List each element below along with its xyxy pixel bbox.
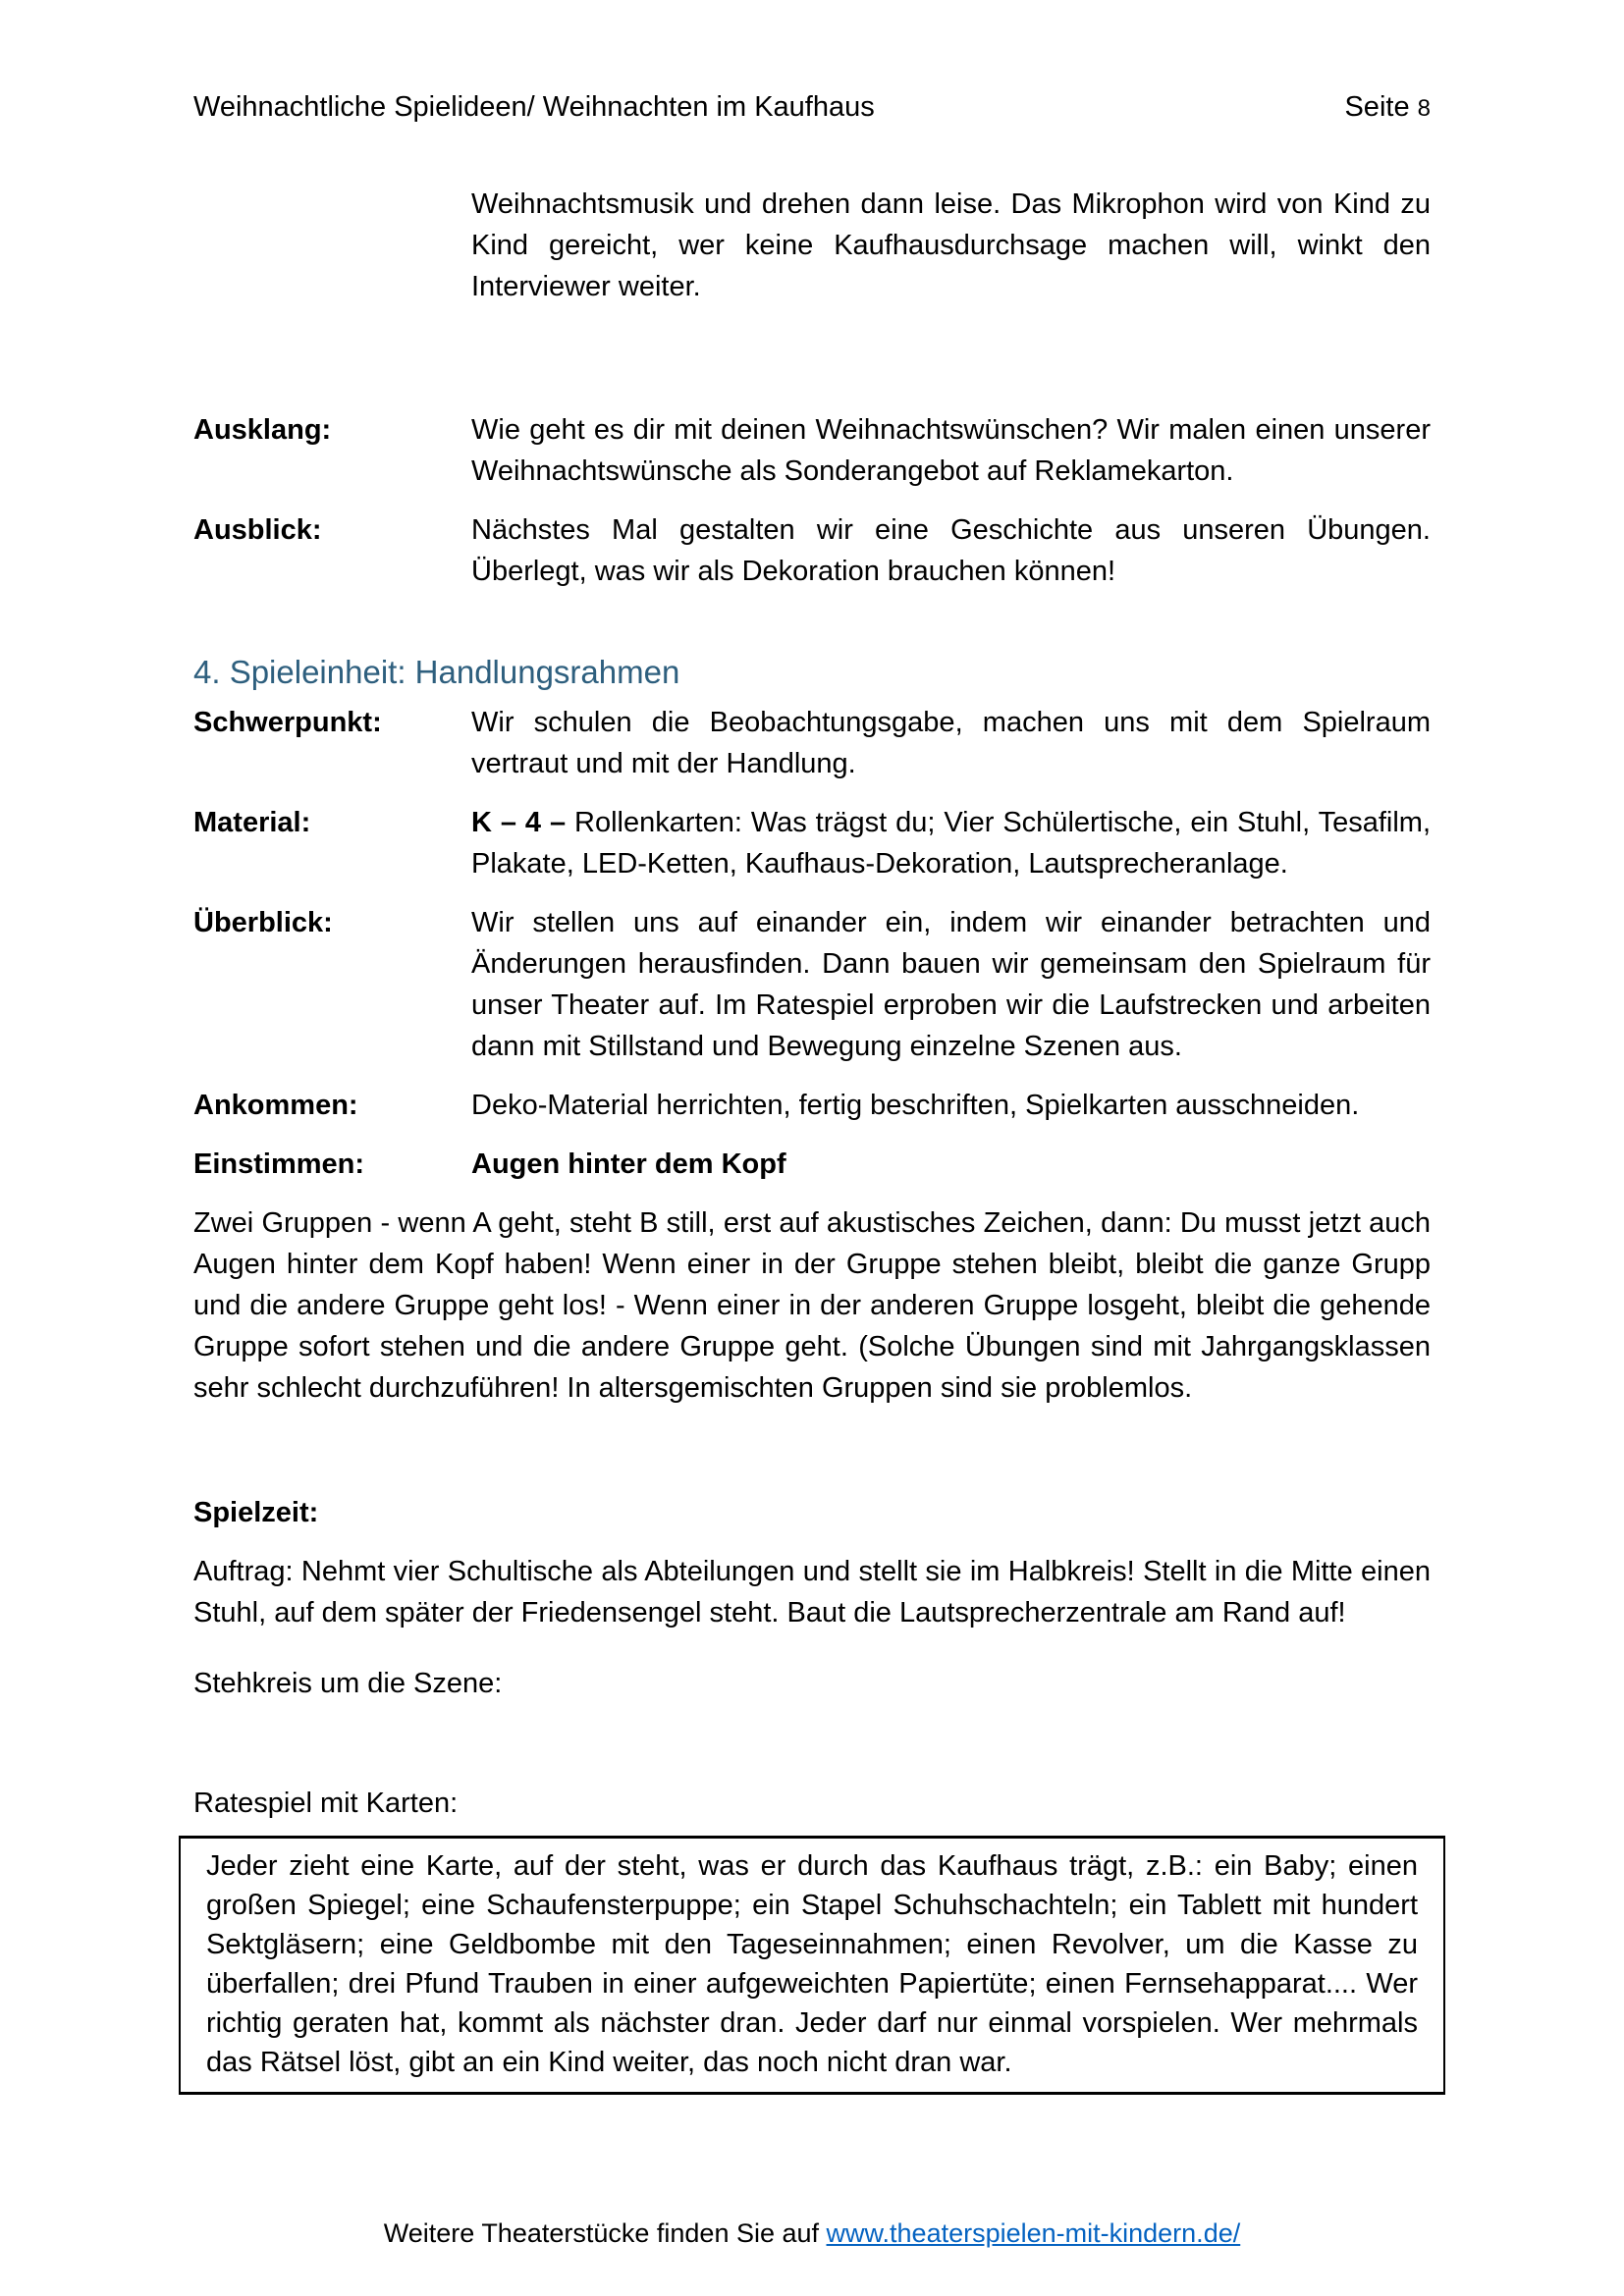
- label-material: Material:: [193, 807, 311, 838]
- label-einstimmen: Einstimmen:: [193, 1148, 365, 1180]
- label-schwerpunkt: Schwerpunkt:: [193, 707, 382, 738]
- label-ueberblick: Überblick:: [193, 907, 333, 938]
- row-ausklang: [193, 409, 1431, 492]
- paragraph-zwei-gruppen: Zwei Gruppen - wenn A geht, steht B still, erst auf akustisches Zeichen, dann: Du musst jetzt auch Augen hinter dem Kopf haben! Wenn einer in der Gruppe stehen bleibt, bleibt die ganze Grupp und die andere Gruppe geht los! - Wenn einer in der anderen Gruppe losgeht, bleibt die gehende Gruppe sofort stehen und die andere Gruppe geht. (Solche Übungen sind mit Jahrgangsklassen sehr schlecht durchzuführen! In altersgemischten Gruppen sind sie problemlos.: [193, 1207, 1431, 1404]
- page-footer: [193, 2213, 1431, 2254]
- row-ausblick: [193, 509, 1431, 592]
- rules-text-box: Jeder zieht eine Karte, auf der steht, was er durch das Kaufhaus trägt, z.B.: ein Baby; einen großen Spiegel; eine Schaufensterpuppe; ein Stapel Schuhschachteln; ein Tablett mit hundert Sektgläsern; eine Geldbombe mit den Tageseinnahmen; einen Revolver, um die Kasse zu überfallen; drei Pfund Trauben in einer aufgeweichten Papiertüte; einen Fernsehapparat.... Wer richtig geraten hat, kommt als nächster dran. Jeder darf nur einmal vorspielen. Wer mehrmals das Rätsel löst, gibt an ein Kind weiter, das noch nicht dran war.: [179, 1836, 1445, 2095]
- label-ankommen: Ankommen:: [193, 1090, 358, 1121]
- paragraph-stehkreis: Stehkreis um die Szene:: [193, 1668, 503, 1699]
- footer-text: Weitere Theaterstücke finden Sie auf: [383, 2218, 827, 2248]
- label-ausblick: Ausblick:: [193, 514, 322, 546]
- intro-paragraph: Weihnachtsmusik und drehen dann leise. Das Mikrophon wird von Kind zu Kind gereicht, wer keine Kaufhausdurchsage machen will, winkt den Interviewer weiter.: [471, 188, 1431, 302]
- header-title: Weihnachtliche Spielideen/ Weihnachten im Kaufhaus: [193, 91, 875, 123]
- paragraph-ratespiel: Ratespiel mit Karten:: [193, 1788, 459, 1819]
- text-ausklang: Wie geht es dir mit deinen Weihnachtswünschen? Wir malen einen unserer Weihnachtswünsche als Sonderangebot auf Reklamekarton.: [471, 414, 1431, 487]
- footer-link[interactable]: www.theaterspielen-mit-kindern.de/: [826, 2218, 1241, 2248]
- text-material: [471, 802, 1431, 884]
- text-ueberblick: Wir stellen uns auf einander ein, indem wir einander betrachten und Änderungen herausfinden. Dann bauen wir gemeinsam den Spielraum für unser Theater auf. Im Ratespiel erproben wir die Laufstrecken und arbeiten dann mit Stillstand und Bewegung einzelne Szenen aus.: [471, 907, 1431, 1062]
- text-einstimmen: Augen hinter dem Kopf: [471, 1148, 786, 1180]
- page-number: Seite 8: [1344, 91, 1431, 123]
- row-ankommen: [193, 1085, 1431, 1126]
- text-ankommen: Deko-Material herrichten, fertig beschriften, Spielkarten ausschneiden.: [471, 1090, 1360, 1121]
- material-rest: Rollenkarten: Was trägst du; Vier Schülertische, ein Stuhl, Tesafilm, Plakate, LED-Ketten, Kaufhaus-Dekoration, Lautsprecheranlage.: [471, 807, 1432, 880]
- label-spielzeit: Spielzeit:: [193, 1497, 319, 1528]
- paragraph-auftrag: Auftrag: Nehmt vier Schultische als Abteilungen und stellt sie im Halbkreis! Stellt in die Mitte einen Stuhl, auf dem später der Friedensengel steht. Baut die Lautsprecherzentrale am Rand auf!: [193, 1556, 1431, 1629]
- row-material: [193, 802, 1431, 884]
- page-header: [193, 86, 1431, 130]
- material-code: K – 4 –: [471, 807, 567, 838]
- row-ueberblick: [193, 902, 1431, 1067]
- text-ausblick: Nächstes Mal gestalten wir eine Geschichte aus unseren Übungen. Überlegt, was wir als Dekoration brauchen können!: [471, 514, 1431, 587]
- section-heading: 4. Spieleinheit: Handlungsrahmen: [193, 654, 680, 690]
- label-ausklang: Ausklang:: [193, 414, 332, 446]
- row-schwerpunkt: [193, 702, 1431, 784]
- text-schwerpunkt: Wir schulen die Beobachtungsgabe, machen uns mit dem Spielraum vertraut und mit der Handlung.: [471, 707, 1431, 779]
- row-einstimmen: [193, 1144, 1431, 1185]
